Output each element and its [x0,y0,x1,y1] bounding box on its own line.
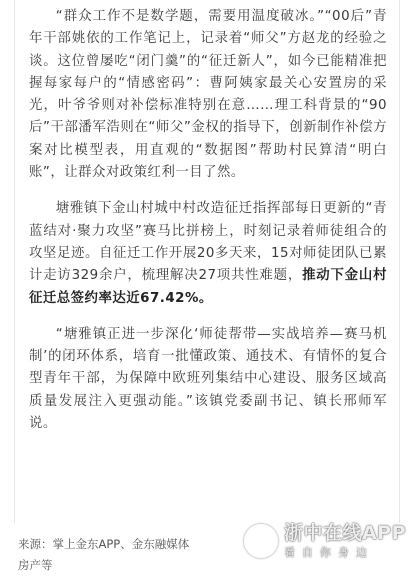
source-line-2: 房产等 [18,558,53,572]
zhe-logo-icon [244,524,278,558]
source-label: 来源： [18,537,53,551]
article-paragraph-1: “群众工作不是数学题，需要用温度破冰。”“00后”青年干部姚依的工作笔记上，记录着“师父”方赵龙的经验之谈。这位曾屡吃“闭门羹”的“征迁新人”，如今已能精准把握每家每户的“情感密码”：曹阿姨家最关心安置房的采光，叶爷爷则对补偿标准特别在意……理工科背景的“90后”干部潘军浩则在“师父”金权的指导下，创新制作补偿方案对比模型表，用直观的“数据图”帮助村民算清“明白账”，让群众对政策红利一目了然。 [29,9,387,181]
source-text: 掌上金东APP、金东融媒体 [52,537,190,551]
watermark-sub: 看自你身边 [283,546,374,559]
article-paragraph-3: “塘雅镇正进一步深化‘师徒帮带—实战培养—赛马机制’的闭环体系，培育一批懂政策、通技术、有情怀的复合型青年干部，为保障中欧班列集结中心建设、服务区域高质量发展注入更强动能。”该镇党委副书记、镇长邢师军说。 [29,326,387,432]
app-watermark [244,524,406,558]
paragraph-2-text: 塘雅镇下金山村城中村改造征迁指挥部每日更新的“青蓝结对·聚力攻坚”赛马比拼榜上，时刻记录着师徒组合的攻坚足迹。自征迁工作开展20多天来，15对师徒团队已累计走访329余户，梳理解决27项共性难题， [29,201,387,284]
signing-rate-highlight: 推动下金山村征迁总签约率达近67.42%。 [29,268,387,306]
watermark-text [284,524,406,558]
watermark-main: 浙中在线APP [283,522,406,544]
article-paragraph-2 [29,198,387,309]
article-body [14,0,400,523]
